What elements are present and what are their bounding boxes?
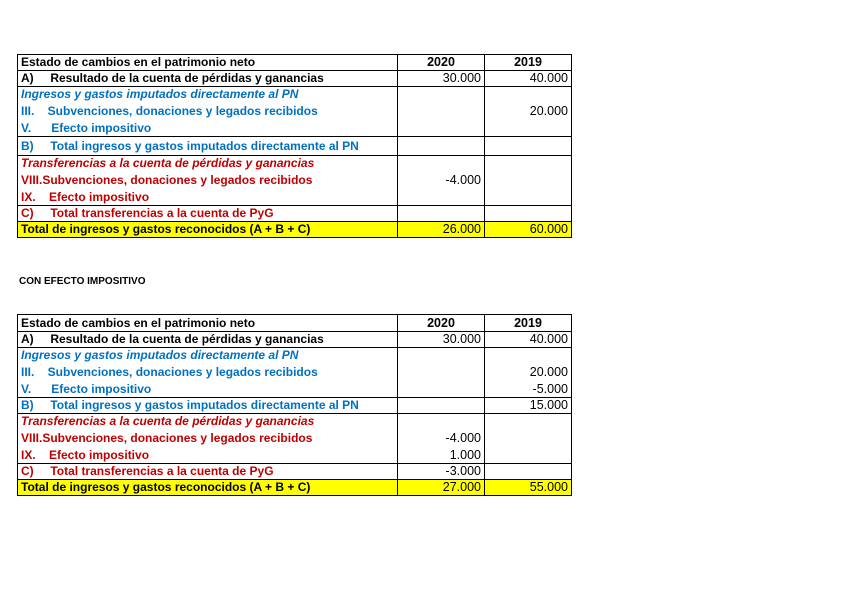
row-value-2020 <box>398 156 485 172</box>
row-value-2020 <box>398 206 485 222</box>
row-value-2019: -5.000 <box>485 382 572 398</box>
row-value-2019 <box>485 156 572 172</box>
table-row-total <box>18 222 572 238</box>
row-value-2019 <box>485 137 572 156</box>
section-label: Transferencias a la cuenta de pérdidas y ganancias <box>18 156 398 172</box>
row-label: III. Subvenciones, donaciones y legados recibidos <box>18 363 398 382</box>
table-row-iii <box>18 102 572 121</box>
section-label: Ingresos y gastos imputados directamente al PN <box>18 348 398 364</box>
row-label: III. Subvenciones, donaciones y legados recibidos <box>18 102 398 121</box>
table-row-a <box>18 71 572 87</box>
table-row-b <box>18 398 572 414</box>
table-title: Estado de cambios en el patrimonio neto <box>18 315 398 332</box>
table-row-section-pn <box>18 87 572 103</box>
table-header-row <box>18 55 572 71</box>
table-row-total <box>18 480 572 496</box>
column-header-2019: 2019 <box>485 55 572 71</box>
row-value-2020: 1.000 <box>398 448 485 464</box>
table-row-v <box>18 382 572 398</box>
row-value-2019 <box>485 429 572 448</box>
row-value-2019: 20.000 <box>485 102 572 121</box>
row-value-2020 <box>398 121 485 137</box>
table-title: Estado de cambios en el patrimonio neto <box>18 55 398 71</box>
column-header-2019: 2019 <box>485 315 572 332</box>
row-value-2020 <box>398 137 485 156</box>
table-row-c <box>18 206 572 222</box>
row-value-2019: 40.000 <box>485 71 572 87</box>
table-row-viii <box>18 429 572 448</box>
row-value-2019: 20.000 <box>485 363 572 382</box>
row-value-2020 <box>398 190 485 206</box>
row-value-2019 <box>485 464 572 480</box>
table-row-viii <box>18 171 572 190</box>
row-label: VIII.Subvenciones, donaciones y legados recibidos <box>18 429 398 448</box>
table-row-a <box>18 332 572 348</box>
row-value-2020 <box>398 398 485 414</box>
row-value-2019: 15.000 <box>485 398 572 414</box>
row-value-2020: -3.000 <box>398 464 485 480</box>
row-value-2019 <box>485 190 572 206</box>
row-value-2020 <box>398 348 485 364</box>
table-row-b <box>18 137 572 156</box>
row-label: A) Resultado de la cuenta de pérdidas y ganancias <box>18 71 398 87</box>
row-label: IX. Efecto impositivo <box>18 448 398 464</box>
row-value-2020: 30.000 <box>398 332 485 348</box>
row-value-2020: 30.000 <box>398 71 485 87</box>
row-label: IX. Efecto impositivo <box>18 190 398 206</box>
row-label: VIII.Subvenciones, donaciones y legados recibidos <box>18 171 398 190</box>
table-header-row <box>18 315 572 332</box>
row-value-2020: 26.000 <box>398 222 485 238</box>
row-value-2019 <box>485 414 572 430</box>
row-value-2019 <box>485 121 572 137</box>
row-value-2019 <box>485 448 572 464</box>
row-label: V. Efecto impositivo <box>18 382 398 398</box>
section-label: Ingresos y gastos imputados directamente al PN <box>18 87 398 103</box>
row-value-2019 <box>485 206 572 222</box>
row-value-2020 <box>398 382 485 398</box>
row-value-2020 <box>398 102 485 121</box>
table-row-c <box>18 464 572 480</box>
equity-changes-table-2 <box>17 314 572 496</box>
row-value-2020: 27.000 <box>398 480 485 496</box>
table-row-v <box>18 121 572 137</box>
row-label: A) Resultado de la cuenta de pérdidas y ganancias <box>18 332 398 348</box>
row-label: Total de ingresos y gastos reconocidos (A + B + C) <box>18 480 398 496</box>
table-row-ix <box>18 448 572 464</box>
column-header-2020: 2020 <box>398 55 485 71</box>
row-label: Total de ingresos y gastos reconocidos (A + B + C) <box>18 222 398 238</box>
section-label: Transferencias a la cuenta de pérdidas y ganancias <box>18 414 398 430</box>
section-title: CON EFECTO IMPOSITIVO <box>19 276 146 287</box>
equity-changes-table-1 <box>17 54 572 238</box>
row-value-2020 <box>398 87 485 103</box>
table-row-section-pyg <box>18 156 572 172</box>
table-row-ix <box>18 190 572 206</box>
column-header-2020: 2020 <box>398 315 485 332</box>
row-value-2020: -4.000 <box>398 429 485 448</box>
row-value-2019: 55.000 <box>485 480 572 496</box>
table-row-section-pn <box>18 348 572 364</box>
row-value-2020 <box>398 414 485 430</box>
table-row-section-pyg <box>18 414 572 430</box>
row-value-2019 <box>485 87 572 103</box>
row-value-2019: 40.000 <box>485 332 572 348</box>
row-value-2019 <box>485 171 572 190</box>
row-label: V. Efecto impositivo <box>18 121 398 137</box>
row-value-2019: 60.000 <box>485 222 572 238</box>
row-label: C) Total transferencias a la cuenta de PyG <box>18 206 398 222</box>
row-label: B) Total ingresos y gastos imputados directamente al PN <box>18 137 398 156</box>
row-label: B) Total ingresos y gastos imputados directamente al PN <box>18 398 398 414</box>
row-value-2019 <box>485 348 572 364</box>
row-value-2020: -4.000 <box>398 171 485 190</box>
row-value-2020 <box>398 363 485 382</box>
table-row-iii <box>18 363 572 382</box>
row-label: C) Total transferencias a la cuenta de PyG <box>18 464 398 480</box>
